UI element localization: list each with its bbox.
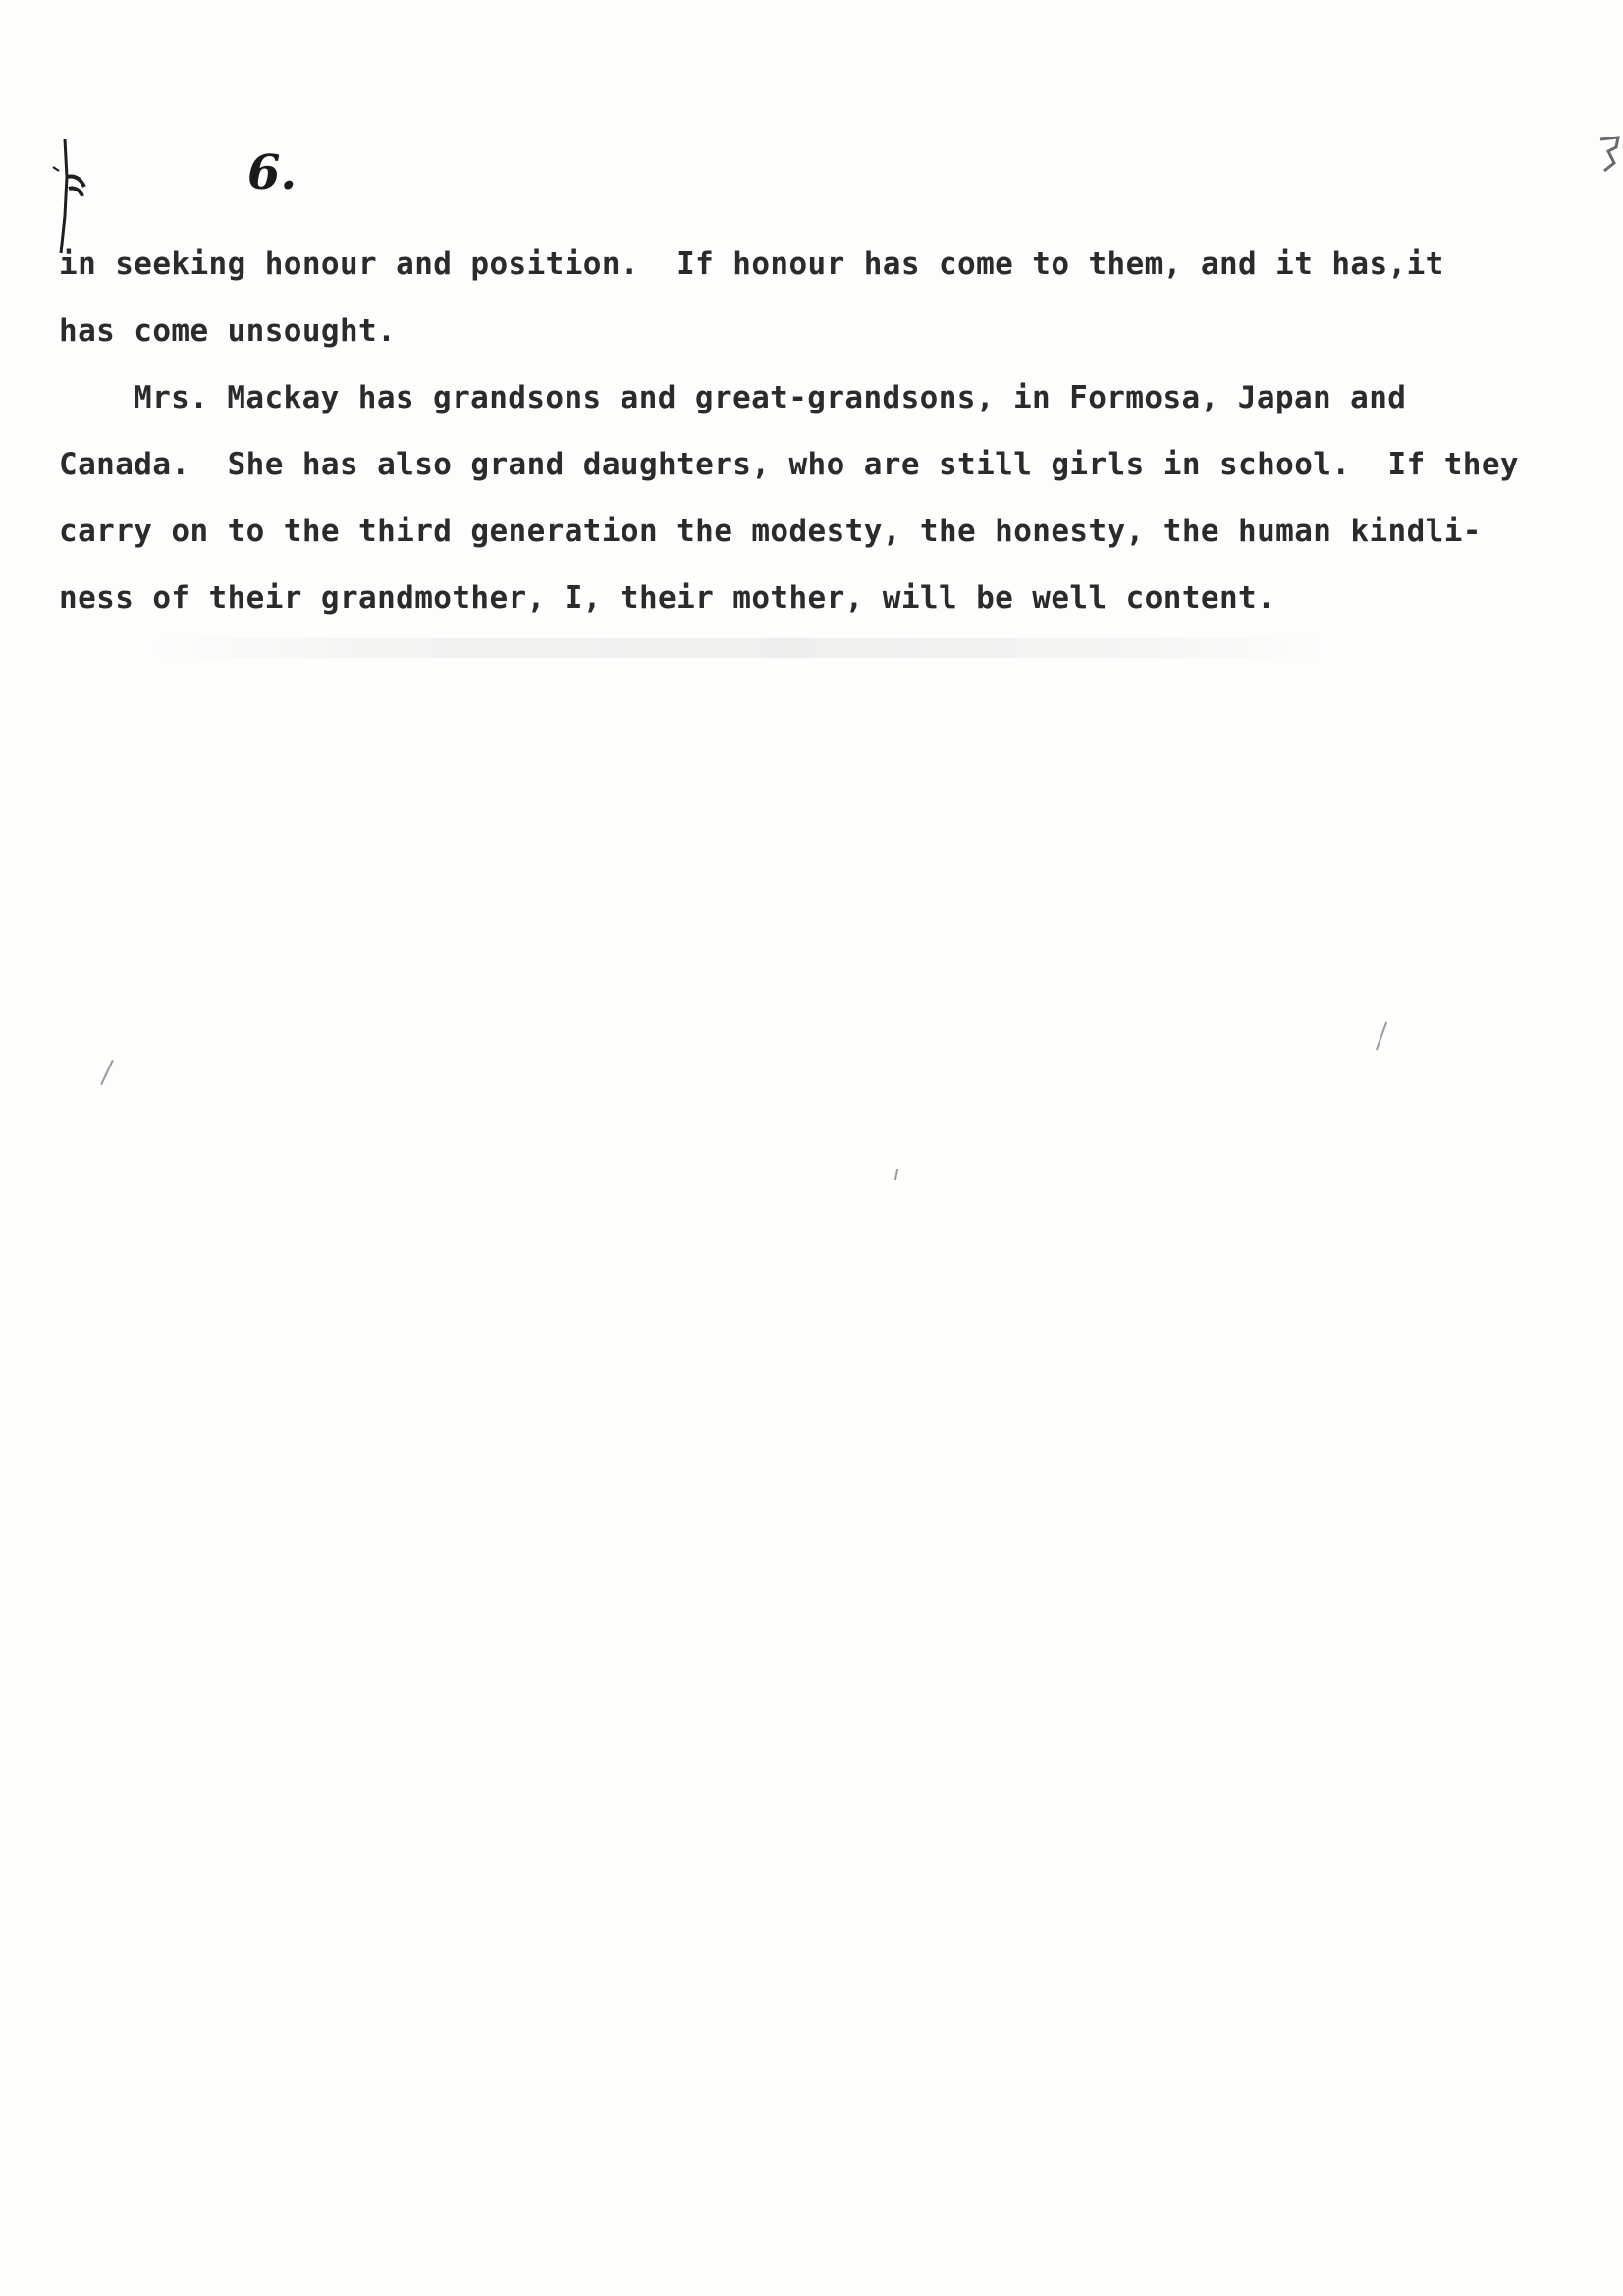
paper-speck [100, 1060, 114, 1085]
text-line: has come unsought. [59, 313, 397, 349]
text-line: ness of their grandmother, I, their mother, will be well content. [59, 580, 1276, 616]
paper-smudge [147, 638, 1325, 658]
text-line: carry on to the third generation the modesty, the honesty, the human kindli- [59, 514, 1482, 549]
edge-mark [1598, 136, 1620, 175]
text-line: Mrs. Mackay has grandsons and great-grandsons, in Formosa, Japan and [134, 380, 1407, 415]
text-line: in seeking honour and position. If honour has come to them, and it has,it [59, 246, 1444, 282]
paper-speck [1376, 1022, 1387, 1051]
paper-speck [894, 1169, 898, 1180]
text-line: Canada. She has also grand daughters, who are still girls in school. If they [59, 447, 1519, 482]
page-number: 6. [247, 145, 298, 200]
handwritten-corner-mark [51, 137, 90, 255]
